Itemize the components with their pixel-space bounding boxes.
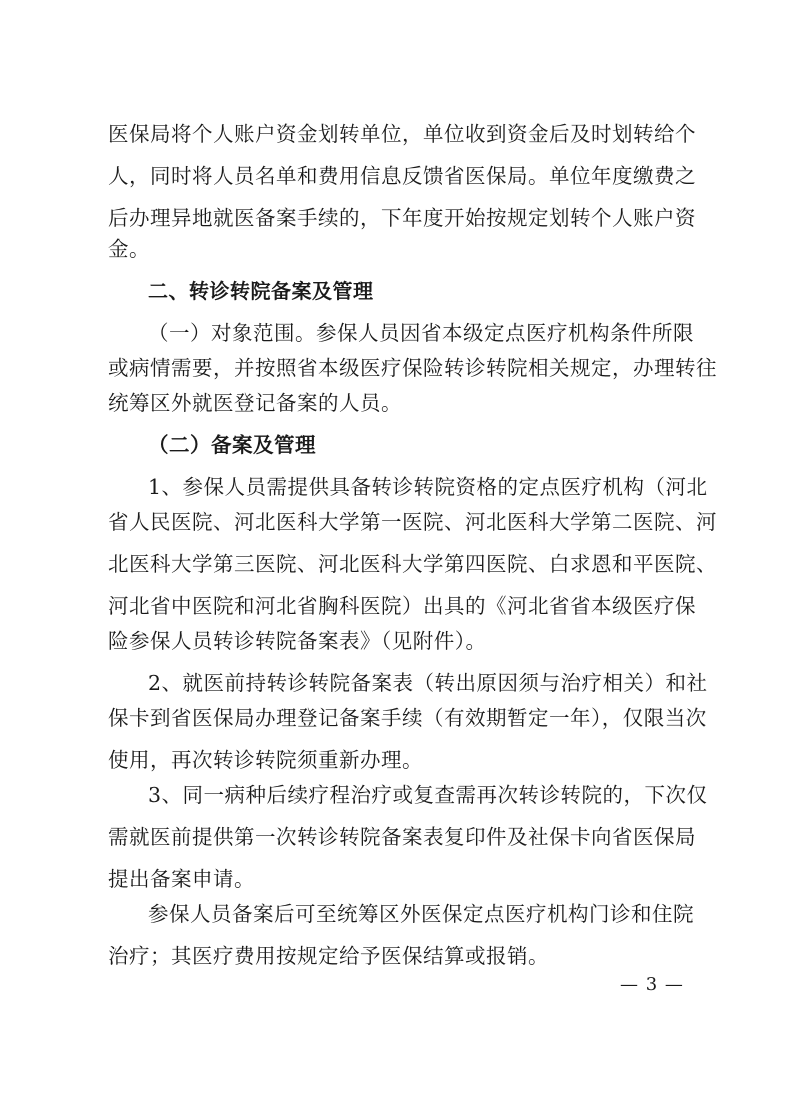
paragraph-line-2: 人，同时将人员名单和费用信息反馈省医保局。单位年度缴费之	[108, 164, 696, 188]
subsection-1-line-1: （一）对象范围。参保人员因省本级定点医疗机构条件所限	[148, 321, 694, 345]
item-2-line-2: 保卡到省医保局办理登记备案手续（有效期暂定一年），仅限当次	[108, 706, 707, 730]
item-2-line-3: 使用，再次转诊转院须重新办理。	[108, 748, 423, 772]
closing-line-2: 治疗；其医疗费用按规定给予医保结算或报销。	[108, 944, 549, 968]
item-3-line-1: 3、同一病种后续疗程治疗或复查需再次转诊转院的，下次仅	[148, 783, 708, 807]
page-number: — 3 —	[620, 974, 684, 995]
paragraph-line-3: 后办理异地就医备案手续的，下年度开始按规定划转个人账户资	[108, 206, 696, 230]
closing-line-1: 参保人员备案后可至统筹区外医保定点医疗机构门诊和住院	[148, 902, 694, 926]
item-3-line-2: 需就医前提供第一次转诊转院备案表复印件及社保卡向省医保局	[108, 825, 696, 849]
item-3-line-3: 提出备案申请。	[108, 867, 255, 891]
item-1-line-3: 北医科大学第三医院、河北医科大学第四医院、白求恩和平医院、	[108, 552, 717, 576]
subsection-1-line-3: 统筹区外就医登记备案的人员。	[108, 391, 402, 415]
item-1-line-4: 河北省中医院和河北省胸科医院）出具的《河北省省本级医疗保	[108, 594, 696, 618]
subsection-1-line-2: 或病情需要，并按照省本级医疗保险转诊转院相关规定，办理转往	[108, 356, 717, 380]
subsection-2-heading: （二）备案及管理	[148, 433, 316, 457]
item-1-line-5: 险参保人员转诊转院备案表》（见附件）。	[108, 629, 487, 653]
item-2-line-1: 2、就医前持转诊转院备案表（转出原因须与治疗相关）和社	[148, 671, 708, 695]
item-1-line-2: 省人民医院、河北医科大学第一医院、河北医科大学第二医院、河	[108, 510, 717, 534]
section-heading: 二、转诊转院备案及管理	[148, 279, 374, 303]
item-1-line-1: 1、参保人员需提供具备转诊转院资格的定点医疗机构（河北	[148, 475, 708, 499]
paragraph-line-1: 医保局将个人账户资金划转单位，单位收到资金后及时划转给个	[108, 122, 696, 146]
paragraph-line-4: 金。	[108, 237, 150, 261]
